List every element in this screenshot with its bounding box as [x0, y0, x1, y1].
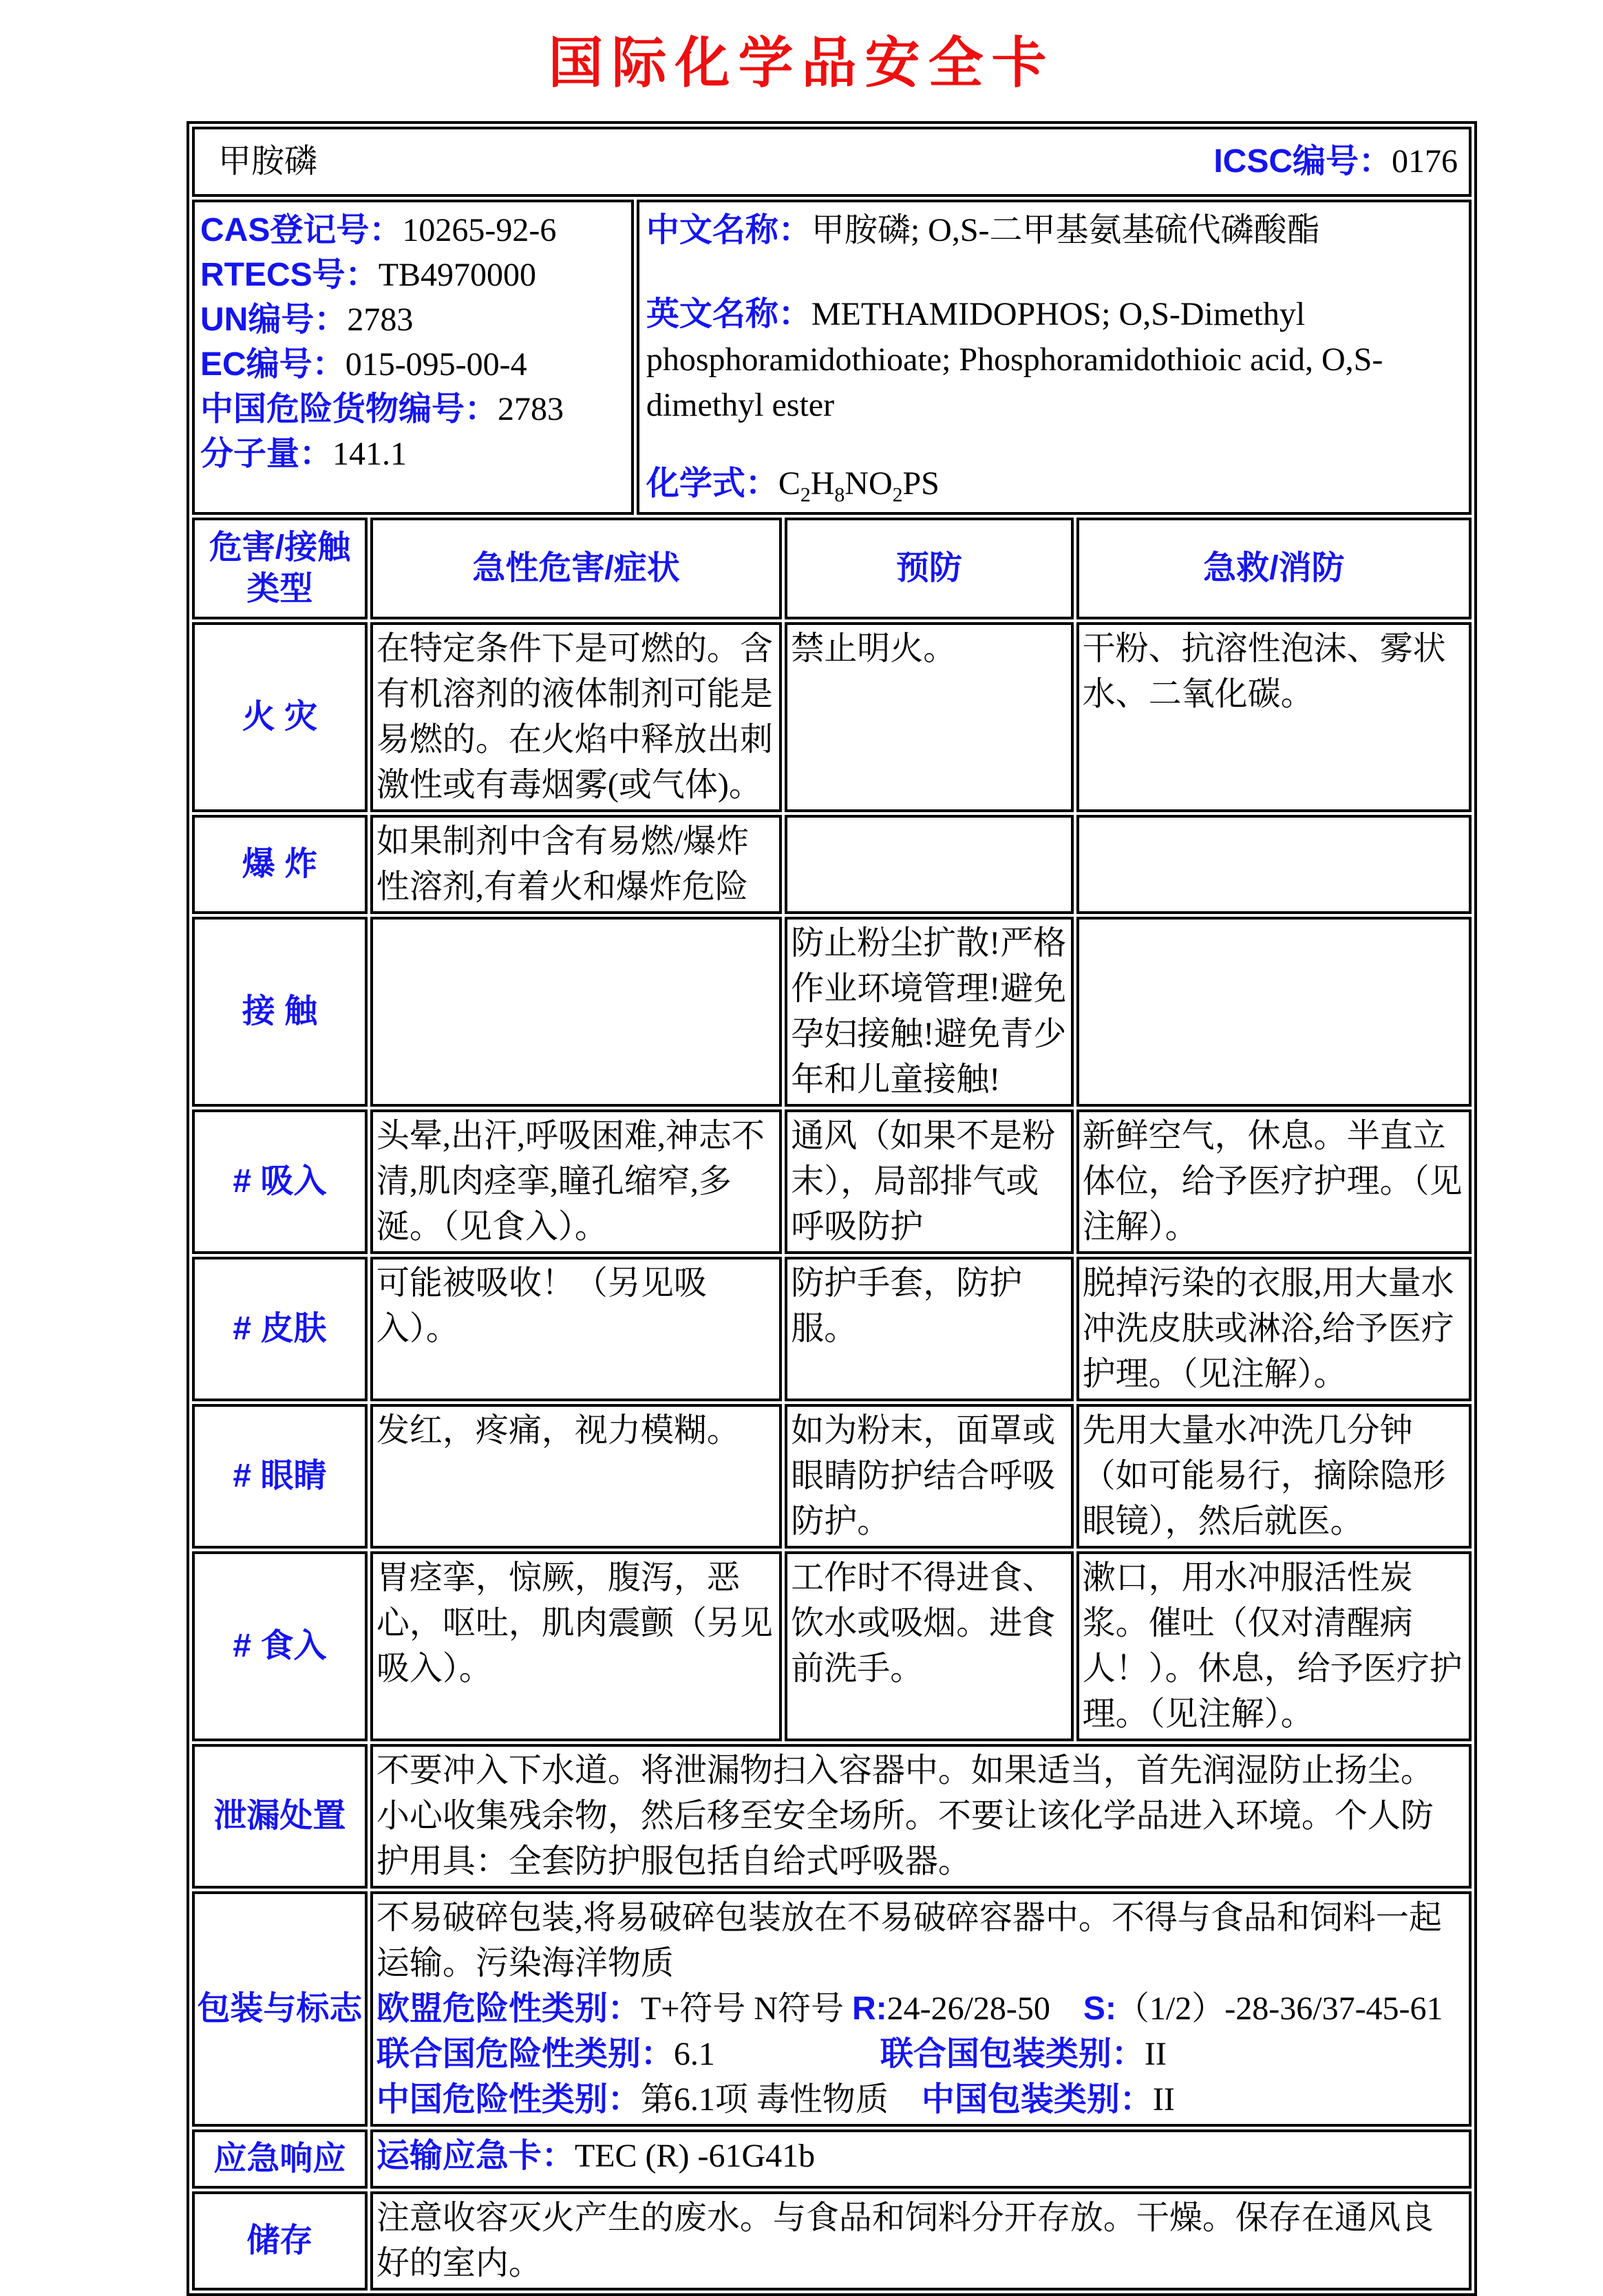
identifier-label: UN编号： — [200, 301, 348, 338]
section-label: 泄漏处置 — [192, 1744, 368, 1889]
chinese-name-label: 中文名称： — [646, 212, 811, 248]
symptoms-cell: 头晕,出汗,呼吸困难,神志不清,肌肉痉挛,瞳孔缩窄,多涎。（见食入）。 — [370, 1109, 782, 1254]
formula-text: H — [810, 465, 835, 502]
substance-name: 甲胺磷 — [218, 143, 318, 180]
identifiers-cell — [192, 200, 634, 515]
section-text: TEC (R) -61G41b — [574, 2138, 816, 2174]
hazard-type-label: 火 灾 — [192, 622, 368, 812]
identifier-value: 015-095-00-4 — [345, 346, 527, 383]
identifier-list — [200, 208, 628, 476]
response-cell: 干粉、抗溶性泡沫、雾状水、二氧化碳。 — [1076, 622, 1472, 812]
symptoms-cell — [370, 917, 782, 1107]
identifier-row — [200, 387, 628, 432]
prevention-cell — [785, 815, 1073, 914]
prevention-cell: 防止粉尘扩散!严格作业环境管理!避免孕妇接触!避免青少年和儿童接触! — [785, 917, 1073, 1107]
column-header-symptoms: 急性危害/症状 — [370, 518, 782, 619]
identifier-value: 2783 — [498, 391, 564, 427]
section-content — [370, 1744, 1472, 1889]
formula-text: C — [778, 465, 800, 502]
column-header-hazard-type: 危害/接触类型 — [192, 518, 368, 619]
hazard-row — [192, 1404, 1472, 1549]
icsc-number-value: 0176 — [1392, 143, 1458, 180]
page-title: 国际化学品安全卡 — [548, 32, 1055, 94]
hazard-type-label: 爆 炸 — [192, 815, 368, 914]
identifier-row — [200, 342, 628, 387]
hazard-header-row — [192, 518, 1472, 619]
section-line — [376, 1986, 1465, 2032]
prevention-cell: 通风（如果不是粉末），局部排气或呼吸防护 — [785, 1109, 1073, 1254]
identifier-value: 141.1 — [332, 436, 407, 472]
identity-block — [189, 197, 1474, 518]
identifier-label: EC编号： — [200, 346, 346, 383]
identifier-row — [200, 208, 628, 253]
section-line — [376, 2077, 1465, 2123]
prevention-cell: 工作时不得进食、饮水或吸烟。进食前洗手。 — [785, 1551, 1073, 1741]
formula-subscript: 2 — [800, 483, 811, 507]
hazard-row — [192, 815, 1472, 914]
chemical-formula — [778, 465, 939, 507]
identifier-value: TB4970000 — [378, 257, 537, 293]
section-text: T+符号 N符号 — [640, 1990, 852, 2027]
section-text: 不易破碎包装,将易破碎包装放在不易破碎容器中。不得与食品和饲料一起运输。污染海洋物质 — [376, 1900, 1442, 1981]
hazard-type-label: 接 触 — [192, 917, 368, 1107]
symptoms-cell: 在特定条件下是可燃的。含有机溶剂的液体制剂可能是易燃的。在火焰中释放出刺激性或有毒烟雾(或气体)。 — [370, 622, 782, 812]
header-cell — [192, 127, 1472, 197]
identifier-row — [200, 297, 628, 342]
section-inline-label: 联合国包装类别： — [880, 2036, 1145, 2072]
section-row — [192, 2129, 1472, 2189]
column-header-response: 急救/消防 — [1076, 518, 1472, 619]
hazard-row — [192, 1551, 1472, 1741]
formula-subscript: 2 — [892, 483, 903, 507]
symptoms-cell: 可能被吸收！（另见吸入）。 — [370, 1257, 782, 1401]
section-inline-label: R: — [851, 1990, 887, 2027]
section-inline-label: S: — [1083, 1990, 1116, 2027]
section-inline-label: 中国危险性类别： — [376, 2081, 641, 2118]
section-text: II — [1144, 2036, 1167, 2072]
identifier-label: 中国危险货物编号： — [200, 391, 498, 427]
response-cell — [1076, 815, 1472, 914]
section-text: 注意收容灭火产生的废水。与食品和饲料分开存放。干燥。保存在通风良好的室内。 — [376, 2200, 1434, 2282]
response-cell — [1076, 917, 1472, 1107]
section-line — [376, 1748, 1465, 1884]
identifier-label: 分子量： — [200, 436, 333, 472]
formula-subscript: 8 — [834, 483, 845, 507]
section-text: II — [1152, 2081, 1175, 2118]
section-line — [376, 2196, 1465, 2286]
formula-text: NO — [845, 465, 893, 502]
hazard-type-label: # 眼睛 — [192, 1404, 368, 1549]
identifier-value: 10265-92-6 — [402, 212, 557, 248]
prevention-cell: 禁止明火。 — [785, 622, 1073, 812]
column-header-prevention: 预防 — [785, 518, 1073, 619]
hazard-row — [192, 1109, 1472, 1254]
response-cell: 脱掉污染的衣服,用大量水冲洗皮肤或淋浴,给予医疗护理。（见注解）。 — [1076, 1257, 1472, 1401]
english-name-value: METHAMIDOPHOS; O,S-Dimethyl phosphoramidothioate; Phosphoramidothioic acid, O,S-dimethyl ester — [646, 296, 1383, 423]
prevention-cell: 如为粉末，面罩或眼睛防护结合呼吸防护。 — [785, 1404, 1073, 1549]
hazard-type-label: # 吸入 — [192, 1109, 368, 1254]
page — [0, 30, 1603, 2296]
hazard-type-label: # 皮肤 — [192, 1257, 368, 1401]
symptoms-cell: 发红，疼痛，视力模糊。 — [370, 1404, 782, 1549]
identifier-row — [200, 253, 628, 297]
section-text: 第6.1项 毒性物质 — [640, 2081, 922, 2118]
formula-text: PS — [902, 465, 939, 502]
formula-label: 化学式： — [646, 465, 778, 502]
section-label: 应急响应 — [192, 2129, 368, 2189]
section-text: 24-26/28-50 — [887, 1990, 1083, 2027]
english-name-label: 英文名称： — [646, 296, 811, 332]
icsc-card — [187, 121, 1477, 2296]
response-cell: 新鲜空气，休息。半直立体位，给予医疗护理。（见注解）。 — [1076, 1109, 1472, 1254]
section-text: 6.1 — [673, 2036, 880, 2072]
section-content — [370, 2191, 1472, 2290]
section-inline-label: 中国包装类别： — [921, 2081, 1153, 2118]
section-inline-label: 联合国危险性类别： — [376, 2036, 674, 2072]
header-strip — [189, 124, 1474, 200]
formula-line — [646, 461, 1466, 507]
identifier-label: CAS登记号： — [200, 212, 403, 248]
section-row — [192, 1744, 1472, 1889]
identifier-label: RTECS号： — [200, 257, 379, 293]
section-text: （1/2）-28-36/37-45-61 — [1116, 1990, 1443, 2027]
hazard-row — [192, 622, 1472, 812]
section-line — [376, 2134, 1465, 2179]
prevention-cell: 防护手套，防护服。 — [785, 1257, 1073, 1401]
hazard-row — [192, 1257, 1472, 1401]
identifier-row — [200, 432, 628, 476]
icsc-number-group — [1213, 139, 1458, 184]
section-inline-label: 运输应急卡： — [376, 2138, 575, 2174]
chinese-name-value: 甲胺磷; O,S-二甲基氨基硫代磷酸酯 — [811, 212, 1320, 248]
names-cell — [637, 200, 1472, 515]
section-inline-label: 欧盟危险性类别： — [376, 1990, 641, 2027]
symptoms-cell: 如果制剂中含有易燃/爆炸性溶剂,有着火和爆炸危险 — [370, 815, 782, 914]
english-name-line — [646, 292, 1466, 428]
section-text: 不要冲入下水道。将泄漏物扫入容器中。如果适当，首先润湿防止扬尘。小心收集残余物，然后移至安全场所。不要让该化学品进入环境。个人防护用具：全套防护服包括自给式呼吸器。 — [376, 1752, 1434, 1880]
section-content — [370, 1891, 1472, 2127]
response-cell: 漱口，用水冲服活性炭浆。催吐（仅对清醒病人！）。休息，给予医疗护理。（见注解）。 — [1076, 1551, 1472, 1741]
section-label: 储存 — [192, 2191, 368, 2290]
symptoms-cell: 胃痉挛，惊厥，腹泻，恶心，呕吐，肌肉震颤（另见吸入）。 — [370, 1551, 782, 1741]
hazard-type-label: # 食入 — [192, 1551, 368, 1741]
response-cell: 先用大量水冲洗几分钟（如可能易行，摘除隐形眼镜），然后就医。 — [1076, 1404, 1472, 1549]
chinese-name-line — [646, 208, 1466, 253]
section-line — [376, 1895, 1465, 1986]
section-line — [376, 2032, 1465, 2077]
hazard-table — [189, 515, 1474, 2293]
section-label: 包装与标志 — [192, 1891, 368, 2127]
icsc-number-label: ICSC编号： — [1213, 143, 1392, 180]
identifier-value: 2783 — [347, 301, 414, 338]
hazard-row — [192, 917, 1472, 1107]
section-row — [192, 2191, 1472, 2290]
section-content — [370, 2129, 1472, 2189]
section-row — [192, 1891, 1472, 2127]
